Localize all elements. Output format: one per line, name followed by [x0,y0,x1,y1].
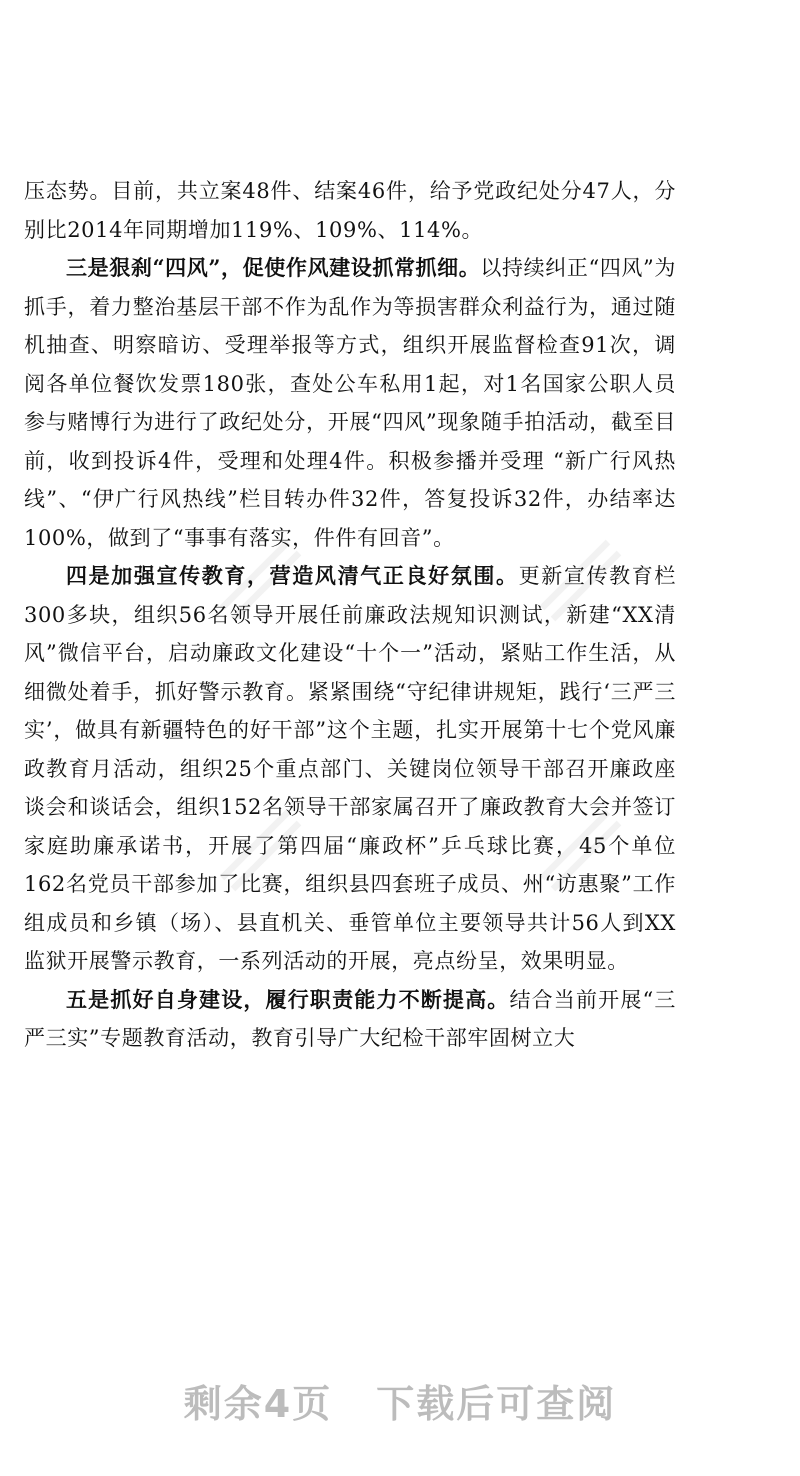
download-to-view-label: 下载后可查阅 [376,1382,617,1426]
paragraph-2 [24,249,676,557]
paragraph-3-heading: 四是加强宣传教育，营造风清气正良好氛围。 [66,563,519,588]
paragraph-3 [24,557,676,981]
paragraph-4-text: 结合当前开展“三严三实”专题教育活动，教育引导广大纪检干部牢固树立大 [24,987,676,1050]
paragraph-1 [24,172,676,249]
paragraph-2-heading: 三是狠刹“四风”，促使作风建设抓常抓细。 [66,255,481,280]
paragraph-4 [24,981,676,1058]
remaining-pages-label: 剩余4页 [183,1382,333,1426]
paragraph-3-text: 更新宣传教育栏300多块，组织56名领导开展任前廉政法规知识测试，新建“XX清风”微信平台，启动廉政文化建设“十个一”活动，紧贴工作生活，从细微处着手，抓好警示教育。紧紧围绕“守纪律讲规矩，践行‘三严三实’，做具有新疆特色的好干部”这个主题，扎实开展第十七个党风廉政教育月活动，组织25个重点部门、关键岗位领导干部召开廉政座谈会和谈话会，组织152名领导干部家属召开了廉政教育大会并签订家庭助廉承诺书，开展了第四届“廉政杯”乒乓球比赛，45个单位162名党员干部参加了比赛，组织县四套班子成员、州“访惠聚”工作组成员和乡镇（场）、县直机关、垂管单位主要领导共计56人到XX监狱开展警示教育，一系列活动的开展，亮点纷呈，效果明显。 [24,564,677,973]
paragraph-2-text: 以持续纠正“四风”为抓手，着力整治基层干部不作为乱作为等损害群众利益行为，通过随机抽查、明察暗访、受理举报等方式，组织开展监督检查91次，调阅各单位餐饮发票180张，查处公车私用1起，对1名国家公职人员参与赌博行为进行了政纪处分，开展“四风”现象随手拍活动，截至目前，收到投诉4件，受理和处理4件。积极参播并受理 “新广行风热线”、“伊广行风热线”栏目转办件32件，答复投诉32件，办结率达100%，做到了“事事有落实，件件有回音”。 [24,256,676,550]
document-body [24,172,676,1058]
paragraph-4-heading: 五是抓好自身建设，履行职责能力不断提高。 [66,986,510,1012]
paragraph-1-text: 压态势。目前，共立案48件、结案46件，给予党政纪处分47人，分别比2014年同期增加119%、109%、114%。 [24,179,676,242]
download-prompt[interactable] [0,1373,800,1428]
